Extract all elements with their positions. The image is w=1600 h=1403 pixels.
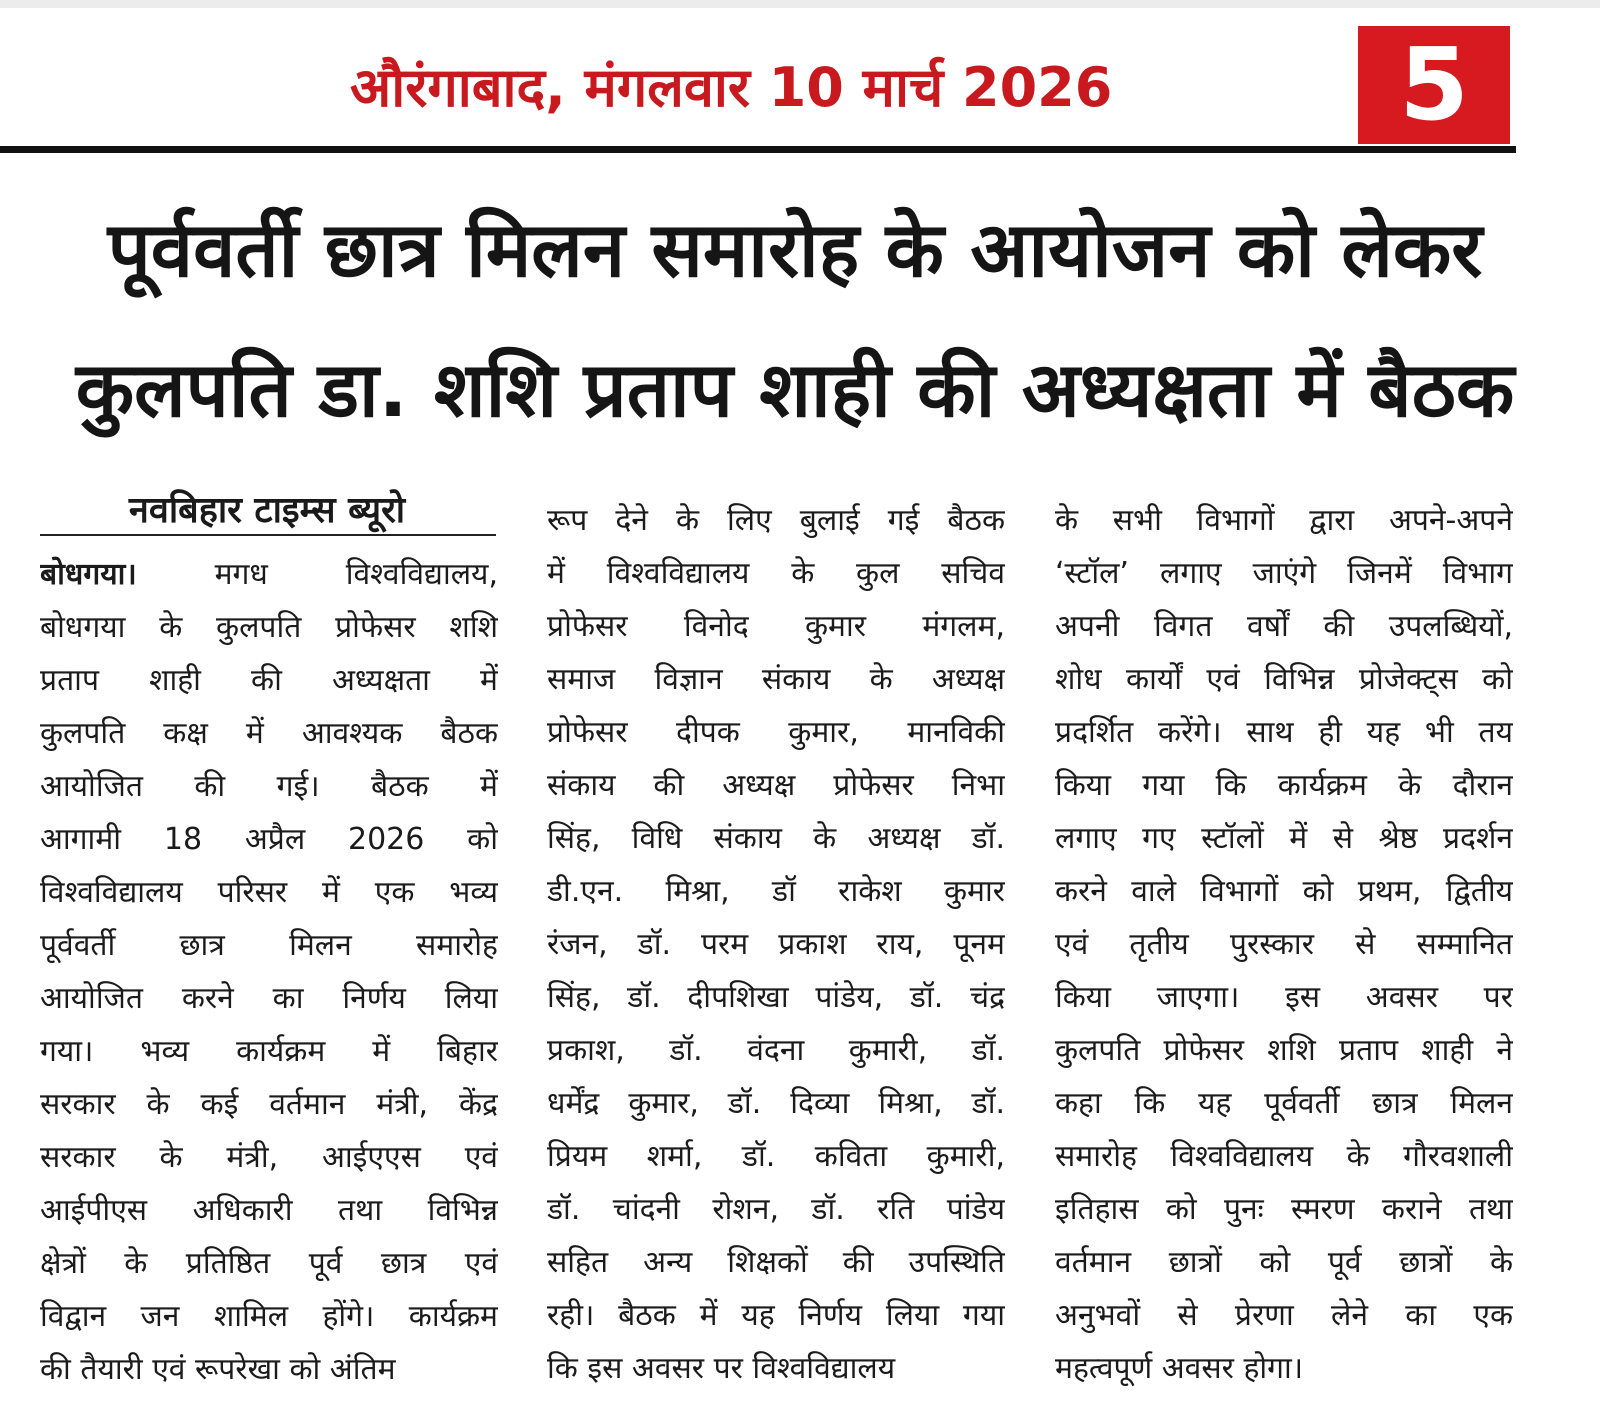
headline-line-1: पूर्ववर्ती छात्र मिलन समारोह के आयोजन को लेकर (107, 205, 1483, 294)
article-line: प्रकाश, डॉ. वंदना कुमारी, डॉ. (547, 1033, 1005, 1068)
page-number-badge: 5 (1358, 26, 1510, 144)
article-line: करने वाले विभागों को प्रथम, द्वितीय (1055, 874, 1513, 909)
article-line: वर्तमान छात्रों को पूर्व छात्रों के (1055, 1245, 1513, 1280)
article-line: कुलपति कक्ष में आवश्यक बैठक (40, 716, 498, 751)
article-line: किया गया कि कार्यक्रम के दौरान (1055, 768, 1513, 803)
article-line: रूप देने के लिए बुलाई गई बैठक (547, 503, 1005, 538)
article-line: की तैयारी एवं रूपरेखा को अंतिम (40, 1352, 396, 1387)
article-column-1 (40, 548, 498, 1396)
article-line: कहा कि यह पूर्ववर्ती छात्र मिलन (1055, 1086, 1513, 1121)
article-line: आयोजित की गई। बैठक में (40, 769, 498, 804)
article-line: गया। भव्य कार्यक्रम में बिहार (40, 1034, 498, 1069)
article-column-3 (1055, 494, 1513, 1395)
article-line: बोधगया के कुलपति प्रोफेसर शशि (40, 610, 498, 645)
masthead-rule (0, 146, 1516, 153)
article-line: प्रियम शर्मा, डॉ. कविता कुमारी, (547, 1139, 1005, 1174)
article-line: अपनी विगत वर्षों की उपलब्धियों, (1055, 609, 1513, 644)
article-line: विद्वान जन शामिल होंगे। कार्यक्रम (40, 1299, 498, 1334)
article-line: रही। बैठक में यह निर्णय लिया गया (547, 1298, 1005, 1333)
article-line: रंजन, डॉ. परम प्रकाश राय, पूनम (547, 927, 1005, 962)
article-line: समारोह विश्वविद्यालय के गौरवशाली (1055, 1139, 1513, 1174)
article-line: के सभी विभागों द्वारा अपने-अपने (1055, 503, 1513, 538)
article-line: विश्वविद्यालय परिसर में एक भव्य (40, 875, 498, 910)
article-line: संकाय की अध्यक्ष प्रोफेसर निभा (547, 768, 1005, 803)
article-line: पूर्ववर्ती छात्र मिलन समारोह (40, 928, 498, 963)
masthead-dateline: औरंगाबाद, मंगलवार 10 मार्च 2026 (350, 56, 1113, 119)
article-line: प्रदर्शित करेंगे। साथ ही यह भी तय (1055, 715, 1513, 750)
byline: नवबिहार टाइम्स ब्यूरो (128, 489, 406, 531)
article-line: अनुभवों से प्रेरणा लेने का एक (1055, 1298, 1513, 1333)
article-line: धर्मेंद्र कुमार, डॉ. दिव्या मिश्रा, डॉ. (547, 1086, 1005, 1121)
top-band (0, 0, 1600, 8)
article-line: महत्वपूर्ण अवसर होगा। (1055, 1351, 1304, 1386)
article-line: सहित अन्य शिक्षकों की उपस्थिति (547, 1245, 1005, 1280)
article-line: किया जाएगा। इस अवसर पर (1055, 980, 1513, 1015)
article-line: आईपीएस अधिकारी तथा विभिन्न (40, 1193, 498, 1228)
article-line: कि इस अवसर पर विश्वविद्यालय (547, 1351, 896, 1386)
article-line: लगाए गए स्टॉलों में से श्रेष्ठ प्रदर्शन (1055, 821, 1513, 856)
article-line: डॉ. चांदनी रोशन, डॉ. रति पांडेय (547, 1192, 1005, 1227)
article-line: इतिहास को पुनः स्मरण कराने तथा (1055, 1192, 1513, 1227)
article-line: कुलपति प्रोफेसर शशि प्रताप शाही ने (1055, 1033, 1513, 1068)
article-line: डी.एन. मिश्रा, डॉ राकेश कुमार (547, 874, 1005, 909)
article-line: एवं तृतीय पुरस्कार से सम्मानित (1055, 927, 1513, 962)
article-column-2 (547, 494, 1005, 1395)
article-line: प्रताप शाही की अध्यक्षता में (40, 663, 498, 698)
article-line: आयोजित करने का निर्णय लिया (40, 981, 498, 1016)
article-line: सरकार के कई वर्तमान मंत्री, केंद्र (40, 1087, 498, 1122)
article-line: समाज विज्ञान संकाय के अध्यक्ष (547, 662, 1005, 697)
article-line: शोध कार्यों एवं विभिन्न प्रोजेक्ट्स को (1055, 662, 1513, 697)
article-line: सरकार के मंत्री, आईएएस एवं (40, 1140, 498, 1175)
article-line: में विश्वविद्यालय के कुल सचिव (547, 556, 1005, 591)
byline-rule (40, 534, 496, 536)
article-line: सिंह, डॉ. दीपशिखा पांडेय, डॉ. चंद्र (547, 980, 1005, 1015)
article-line: सिंह, विधि संकाय के अध्यक्ष डॉ. (547, 821, 1005, 856)
article-headline (40, 180, 1550, 460)
article-line: प्रोफेसर दीपक कुमार, मानविकी (547, 715, 1005, 750)
article-place: बोधगया। (40, 557, 137, 592)
article-line: आगामी 18 अप्रैल 2026 को (40, 822, 498, 857)
headline-line-2: कुलपति डा. शशि प्रताप शाही की अध्यक्षता में बैठक (75, 345, 1515, 434)
article-line: प्रोफेसर विनोद कुमार मंगलम, (547, 609, 1005, 644)
article-line: बोधगया। मगध विश्वविद्यालय, (40, 557, 498, 592)
article-line: ‘स्टॉल’ लगाए जाएंगे जिनमें विभाग (1055, 556, 1513, 591)
article-line: क्षेत्रों के प्रतिष्ठित पूर्व छात्र एवं (40, 1246, 498, 1281)
